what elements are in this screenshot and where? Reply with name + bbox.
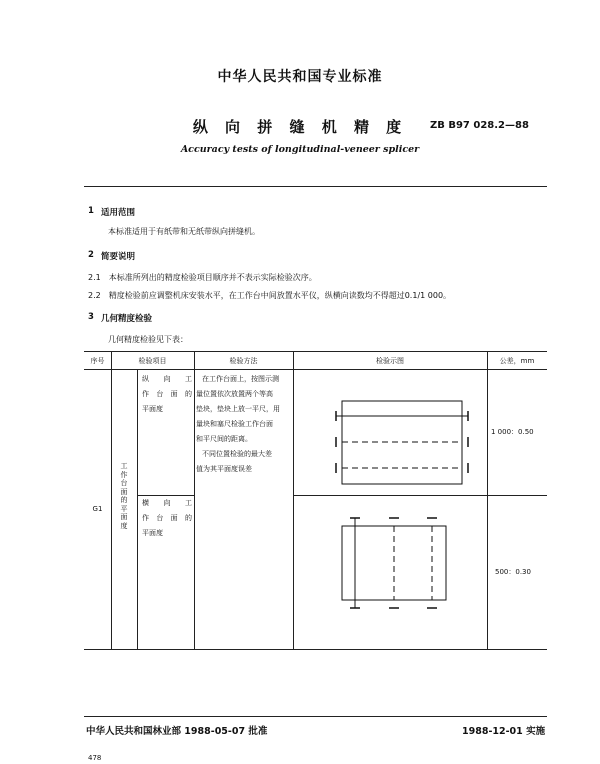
- standard-code: ZB B97 028.2—88: [430, 120, 529, 131]
- item-sub1-line3: 平面度: [142, 405, 163, 413]
- section-3-title: 几何精度检验: [101, 314, 153, 324]
- approval-issuer: 中华人民共和国林业部 1988-05-07 批准: [86, 726, 268, 737]
- method-line-1: 在工作台面上，按图示测: [202, 375, 279, 383]
- method-line-5: 和平尺间的距离。: [196, 435, 252, 443]
- transverse-flatness-diagram: [294, 496, 486, 648]
- item-sub2-line3: 平面度: [142, 529, 163, 537]
- longitudinal-flatness-diagram: [294, 370, 486, 494]
- section-2-number: 2: [88, 250, 94, 260]
- tolerance-longitudinal: 1 000：0.50: [491, 428, 534, 436]
- header-method: 检验方法: [229, 357, 258, 365]
- item-subcolumn-divider: [137, 369, 138, 649]
- item-main-label: 工 作 台 面 的 平 面 度: [120, 462, 128, 530]
- header-rule: [84, 186, 547, 187]
- tolerance-transverse: 500：0.30: [495, 568, 531, 576]
- standard-title-en: Accuracy tests of longitudinal-veneer splicer: [180, 144, 420, 155]
- footer-rule: [84, 716, 547, 717]
- section-2-title: 简要说明: [101, 252, 136, 262]
- method-line-4: 量块和塞尺检验工作台面: [196, 420, 273, 428]
- issuing-organization: 中华人民共和国专业标准: [217, 69, 383, 85]
- section-2-1-text: 2.1 本标准所列出的精度检验项目顺序并不表示实际检验次序。: [88, 273, 317, 282]
- section-2-2-text: 2.2 精度检验前应调整机床安装水平，在工作台中间放置水平仪，纵横向读数均不得超过0.1/1 000。: [88, 291, 452, 300]
- effective-date: 1988-12-01 实施: [462, 726, 546, 737]
- column-divider: [194, 352, 195, 649]
- section-3-text: 几何精度检验见下表：: [108, 335, 188, 344]
- page-number: 478: [88, 754, 102, 762]
- method-line-2: 量位置依次放置两个等高: [196, 390, 273, 398]
- column-divider: [111, 352, 112, 649]
- header-tolerance: 公差，mm: [499, 357, 535, 365]
- header-no: 序号: [90, 357, 105, 365]
- accuracy-test-table: [84, 351, 547, 650]
- section-1-text: 本标准适用于有纸带和无纸带纵向拼缝机。: [108, 227, 260, 236]
- item-sub1-line1: 纵向工: [142, 375, 192, 383]
- standard-title-cn: 纵 向 拼 缝 机 精 度: [192, 118, 408, 136]
- header-item: 检验项目: [138, 357, 167, 365]
- method-line-3: 垫块，垫块上放一平尺，用: [196, 405, 280, 413]
- section-1-title: 适用范围: [101, 208, 136, 218]
- item-sub2-line2: 作台面的: [142, 514, 192, 522]
- section-1-number: 1: [88, 206, 94, 216]
- section-3-number: 3: [88, 312, 94, 322]
- method-line-6: 不同位置检验的最大差: [202, 450, 272, 458]
- row-number: G1: [92, 505, 103, 513]
- item-sub2-line1: 横向工: [142, 499, 192, 507]
- method-line-7: 值为其平面度误差: [196, 465, 252, 473]
- column-divider: [487, 352, 488, 649]
- item-sub1-line2: 作台面的: [142, 390, 192, 398]
- header-diagram: 检验示图: [376, 357, 404, 365]
